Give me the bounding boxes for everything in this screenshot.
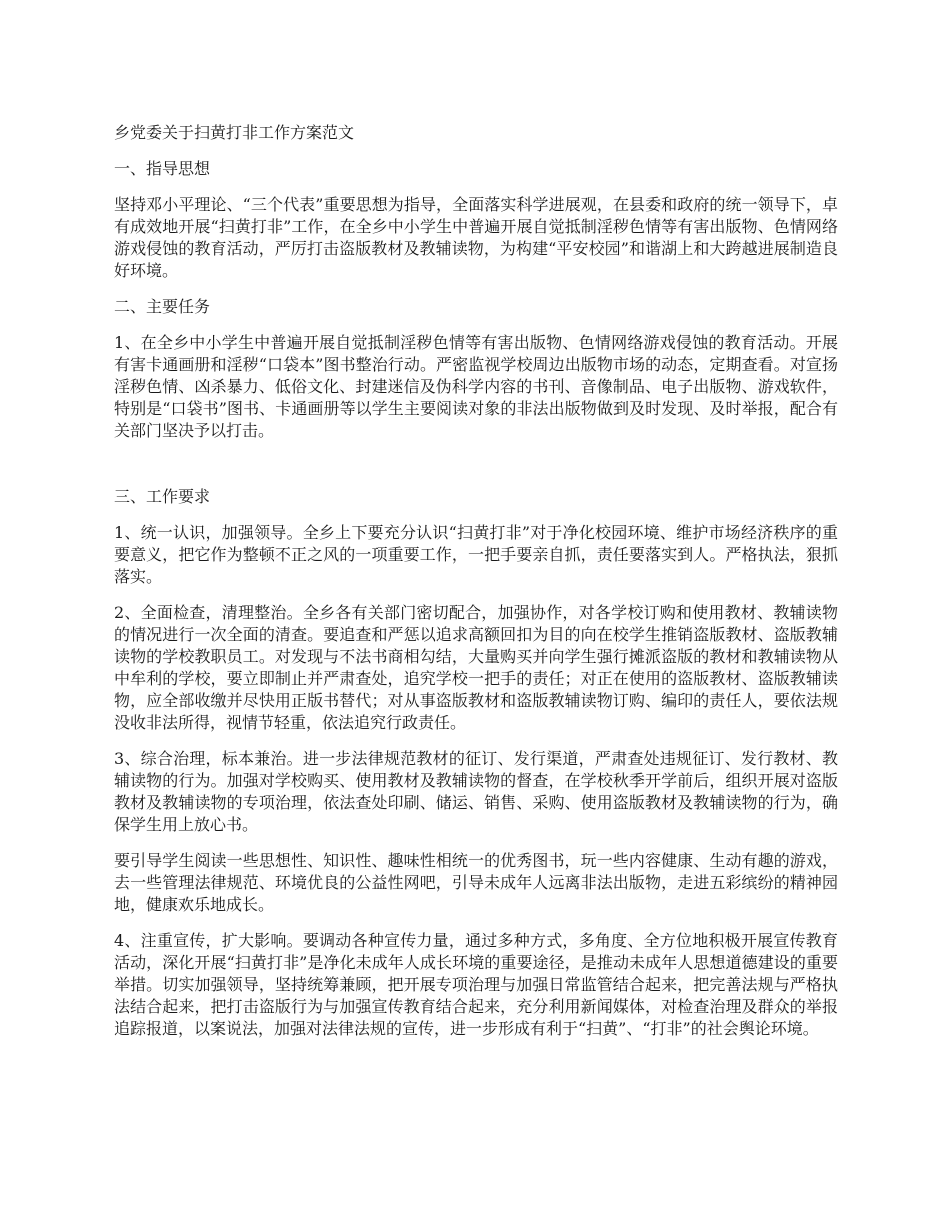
document-page	[114, 122, 838, 1054]
paragraph-requirement-3: 3、综合治理，标本兼治。进一步法律规范教材的征订、发行渠道，严肃查处违规征订、发行教材、教辅读物的行为。加强对学校购买、使用教材及教辅读物的督查，在学校秋季开学前后，组织开展对盗版教材及教辅读物的专项治理，依法查处印刷、储运、销售、采购、使用盗版教材及教辅读物的行为，确保学生用上放心书。	[114, 749, 838, 834]
section-heading-main-tasks: 二、主要任务	[114, 297, 211, 316]
section-heading-guiding-thought: 一、指导思想	[114, 159, 211, 178]
paragraph-guiding-thought: 坚持邓小平理论、“三个代表”重要思想为指导，全面落实科学进展观，在县委和政府的统一领导下，卓有成效地开展“扫黄打非”工作，在全乡中小学生中普遍开展自觉抵制淫秽色情等有害出版物、色情网络游戏侵蚀的教育活动，严厉打击盗版教材及教辅读物，为构建“平安校园”和谐湖上和大跨越进展制造良好环境。	[114, 195, 838, 280]
paragraph-requirement-4: 4、注重宣传，扩大影响。要调动各种宣传力量，通过多种方式，多角度、全方位地积极开展宣传教育活动，深化开展“扫黄打非”是净化未成年人成长环境的重要途径，是推动未成年人思想道德建设的重要举措。切实加强领导，坚持统筹兼顾，把开展专项治理与加强日常监管结合起来，把完善法规与严格执法结合起来，把打击盗版行为与加强宣传教育结合起来，充分利用新闻媒体，对检查治理及群众的举报追踪报道，以案说法，加强对法律法规的宣传，进一步形成有利于“扫黄”、“打非”的社会舆论环境。	[114, 931, 838, 1038]
paragraph-main-task-1: 1、在全乡中小学生中普遍开展自觉抵制淫秽色情等有害出版物、色情网络游戏侵蚀的教育活动。开展有害卡通画册和淫秽“口袋本”图书整治行动。严密监视学校周边出版物市场的动态，定期查看。对宣扬淫秽色情、凶杀暴力、低俗文化、封建迷信及伪科学内容的书刊、音像制品、电子出版物、游戏软件，特别是“口袋书”图书、卡通画册等以学生主要阅读对象的非法出版物做到及时发现、及时举报，配合有关部门坚决予以打击。	[114, 333, 838, 440]
document-title: 乡党委关于扫黄打非工作方案范文	[114, 123, 355, 142]
paragraph-requirement-3-extra: 要引导学生阅读一些思想性、知识性、趣味性相统一的优秀图书，玩一些内容健康、生动有趣的游戏，去一些管理法律规范、环境优良的公益性网吧，引导未成年人远离非法出版物，走进五彩缤纷的精神园地，健康欢乐地成长。	[114, 851, 838, 914]
paragraph-requirement-1: 1、统一认识，加强领导。全乡上下要充分认识“扫黄打非”对于净化校园环境、维护市场经济秩序的重要意义，把它作为整顿不正之风的一项重要工作，一把手要亲自抓，责任要落实到人。严格执法，狠抓落实。	[114, 523, 838, 586]
section-heading-work-requirements: 三、工作要求	[114, 487, 211, 506]
paragraph-requirement-2: 2、全面检查，清理整治。全乡各有关部门密切配合，加强协作，对各学校订购和使用教材、教辅读物的情况进行一次全面的清查。要追查和严惩以追求高额回扣为目的向在校学生推销盗版教材、盗版教辅读物的学校教职员工。对发现与不法书商相勾结，大量购买并向学生强行摊派盗版的教材和教辅读物从中牟利的学校，要立即制止并严肃查处，追究学校一把手的责任；对正在使用的盗版教材、盗版教辅读物，应全部收缴并尽快用正版书替代；对从事盗版教材和盗版教辅读物订购、编印的责任人，要依法规没收非法所得，视情节轻重，依法追究行政责任。	[114, 603, 838, 732]
section-spacer	[114, 456, 838, 486]
